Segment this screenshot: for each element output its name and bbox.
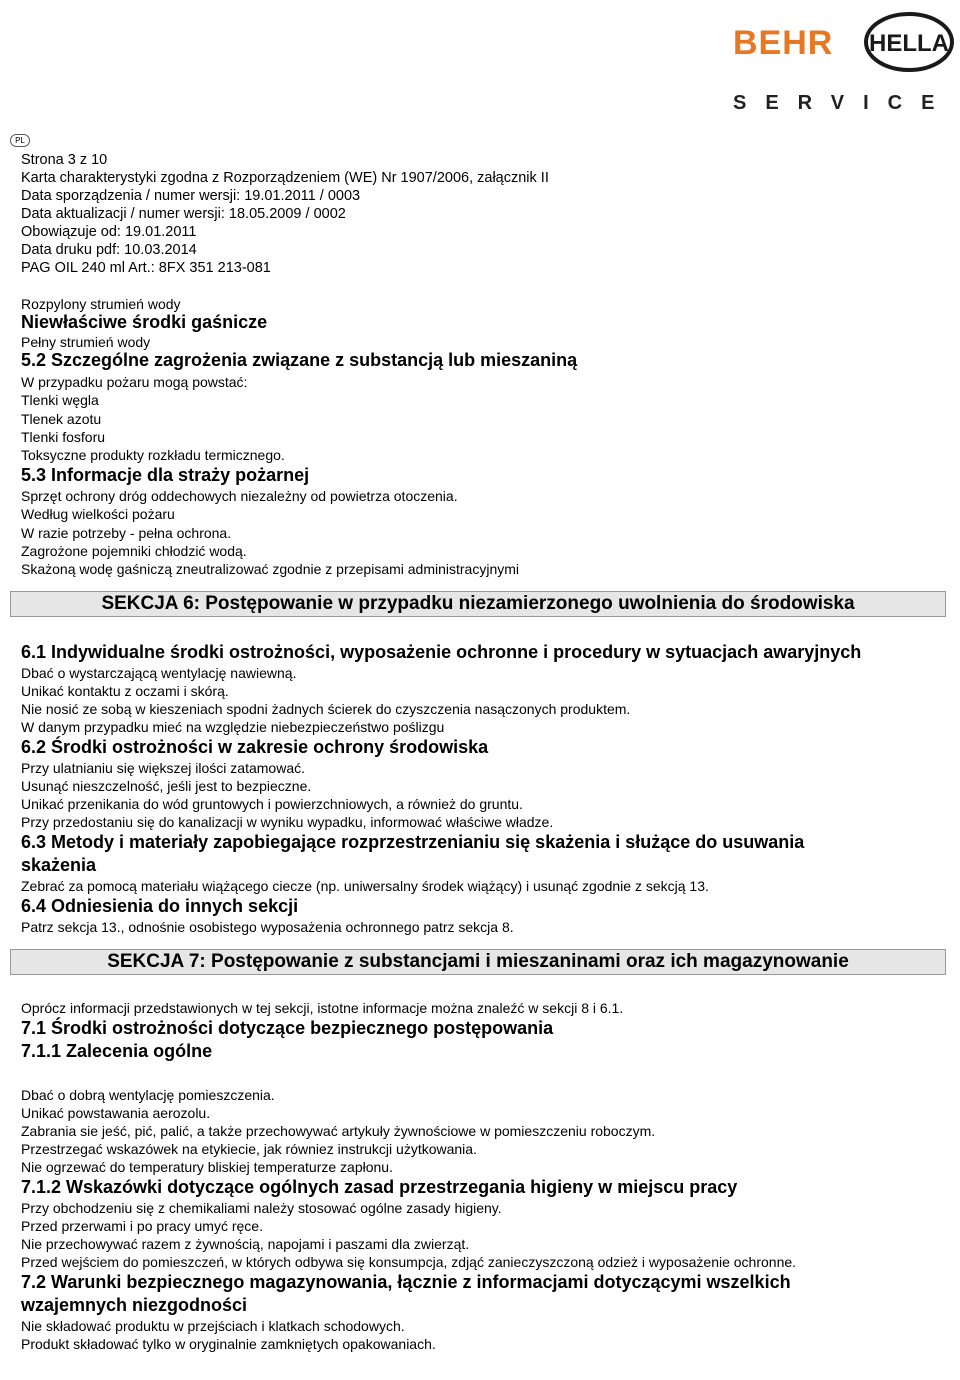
doc-title: Karta charakterystyki zgodna z Rozporządzeniem (WE) Nr 1907/2006, załącznik II bbox=[21, 170, 549, 186]
subheading: 5.2 Szczególne zagrożenia związane z substancją lub mieszaniną bbox=[21, 350, 578, 370]
text-line: Tlenek azotu bbox=[21, 411, 102, 427]
print-date: Data druku pdf: 10.03.2014 bbox=[21, 242, 197, 258]
text-line: Nie ogrzewać do temperatury bliskiej temperaturze zapłonu. bbox=[21, 1159, 393, 1175]
subheading-cont: skażenia bbox=[21, 855, 97, 875]
update-date: Data aktualizacji / numer wersji: 18.05.2009 / 0002 bbox=[21, 206, 346, 222]
subheading: 5.3 Informacje dla straży pożarnej bbox=[21, 465, 310, 485]
text-line: Dbać o wystarczającą wentylację nawiewną. bbox=[21, 665, 297, 681]
subheading: 6.3 Metody i materiały zapobiegające rozprzestrzenianiu się skażenia i służące do usuwania bbox=[21, 832, 805, 852]
text-line: Tlenki węgla bbox=[21, 392, 99, 408]
section-6-header: SEKCJA 6: Postępowanie w przypadku niezamierzonego uwolnienia do środowiska bbox=[10, 591, 946, 617]
subheading: 7.1.1 Zalecenia ogólne bbox=[21, 1041, 213, 1061]
text-line: W danym przypadku mieć na względzie niebezpieczeństwo poślizgu bbox=[21, 719, 445, 735]
text-line: Przy przedostaniu się do kanalizacji w wyniku wypadku, informować właściwe władze. bbox=[21, 814, 554, 830]
text-line: Toksyczne produkty rozkładu termicznego. bbox=[21, 447, 285, 463]
subheading: 7.1.2 Wskazówki dotyczące ogólnych zasad przestrzegania higieny w miejscu pracy bbox=[21, 1177, 738, 1197]
text-line: Zabrania sie jeść, pić, palić, a także przechowywać artykuły żywnościowe w pomieszczeniu roboczym. bbox=[21, 1123, 656, 1139]
text-line: Przy ulatnianiu się większej ilości zatamować. bbox=[21, 760, 305, 776]
text-line: Rozpylony strumień wody bbox=[21, 296, 181, 312]
text-line: Sprzęt ochrony dróg oddechowych niezależny od powietrza otoczenia. bbox=[21, 488, 458, 504]
text-line: Pełny strumień wody bbox=[21, 334, 151, 350]
text-line: Według wielkości pożaru bbox=[21, 506, 175, 522]
text-line: Skażoną wodę gaśniczą zneutralizować zgodnie z przepisami administracyjnymi bbox=[21, 561, 520, 577]
text-line: Nie składować produktu w przejściach i klatkach schodowych. bbox=[21, 1318, 405, 1334]
section-7-header: SEKCJA 7: Postępowanie z substancjami i mieszaninami oraz ich magazynowanie bbox=[10, 949, 946, 975]
text-line: Usunąć nieszczelność, jeśli jest to bezpieczne. bbox=[21, 778, 312, 794]
product-name: PAG OIL 240 ml Art.: 8FX 351 213-081 bbox=[21, 260, 271, 276]
subheading-cont: wzajemnych niezgodności bbox=[21, 1295, 248, 1315]
subheading: 7.1 Środki ostrożności dotyczące bezpiecznego postępowania bbox=[21, 1018, 554, 1038]
hella-logo bbox=[864, 12, 954, 72]
text-line: Unikać przenikania do wód gruntowych i powierzchniowych, a również do gruntu. bbox=[21, 796, 523, 812]
country-badge: PL bbox=[10, 134, 30, 147]
subheading: 7.2 Warunki bezpiecznego magazynowania, łącznie z informacjami dotyczącymi wszelkich bbox=[21, 1272, 791, 1292]
text-line: Produkt składować tylko w oryginalnie zamkniętych opakowaniach. bbox=[21, 1336, 436, 1352]
text-line: Tlenki fosforu bbox=[21, 429, 106, 445]
text-line: Zagrożone pojemniki chłodzić wodą. bbox=[21, 543, 247, 559]
text-line: Nie przechowywać razem z żywnością, napojami i paszami dla zwierząt. bbox=[21, 1236, 470, 1252]
subheading: 6.2 Środki ostrożności w zakresie ochrony środowiska bbox=[21, 737, 489, 757]
creation-date: Data sporządzenia / numer wersji: 19.01.2011 / 0003 bbox=[21, 188, 361, 204]
text-line: Dbać o dobrą wentylację pomieszczenia. bbox=[21, 1087, 275, 1103]
text-line: Oprócz informacji przedstawionych w tej sekcji, istotne informacje można znaleźć w sekcji 8 i 6.1. bbox=[21, 1000, 624, 1016]
text-line: Unikać powstawania aerozolu. bbox=[21, 1105, 211, 1121]
text-line: W razie potrzeby - pełna ochrona. bbox=[21, 525, 232, 541]
page-number: Strona 3 z 10 bbox=[21, 152, 108, 168]
valid-from: Obowiązuje od: 19.01.2011 bbox=[21, 224, 197, 240]
text-line: Unikać kontaktu z oczami i skórą. bbox=[21, 683, 229, 699]
text-line: Nie nosić ze sobą w kieszeniach spodni żadnych ścierek do czyszczenia nasączonych produktem. bbox=[21, 701, 631, 717]
subheading: 6.4 Odniesienia do innych sekcji bbox=[21, 896, 299, 916]
text-line: Przed wejściem do pomieszczeń, w których odbywa się konsumpcja, zdjąć zanieczyszczoną odzież i wyposażenie ochronne. bbox=[21, 1254, 797, 1270]
service-logo-text: SERVICE bbox=[733, 92, 954, 114]
behr-logo: BEHR bbox=[733, 24, 834, 62]
text-line: Przestrzegać wskazówek na etykiecie, jak równiez instrukcji użytkowania. bbox=[21, 1141, 477, 1157]
hella-logo-text: HELLA bbox=[869, 30, 949, 57]
subheading: Niewłaściwe środki gaśnicze bbox=[21, 312, 268, 332]
text-line: Przy obchodzeniu się z chemikaliami należy stosować ogólne zasady higieny. bbox=[21, 1200, 502, 1216]
text-line: W przypadku pożaru mogą powstać: bbox=[21, 374, 248, 390]
subheading: 6.1 Indywidualne środki ostrożności, wyposażenie ochronne i procedury w sytuacjach awaryjnych bbox=[21, 642, 862, 662]
text-line: Zebrać za pomocą materiału wiążącego ciecze (np. uniwersalny środek wiążący) i usunąć zgodnie z sekcją 13. bbox=[21, 878, 709, 894]
text-line: Przed przerwami i po pracy umyć ręce. bbox=[21, 1218, 263, 1234]
text-line: Patrz sekcja 13., odnośnie osobistego wyposażenia ochronnego patrz sekcja 8. bbox=[21, 919, 514, 935]
